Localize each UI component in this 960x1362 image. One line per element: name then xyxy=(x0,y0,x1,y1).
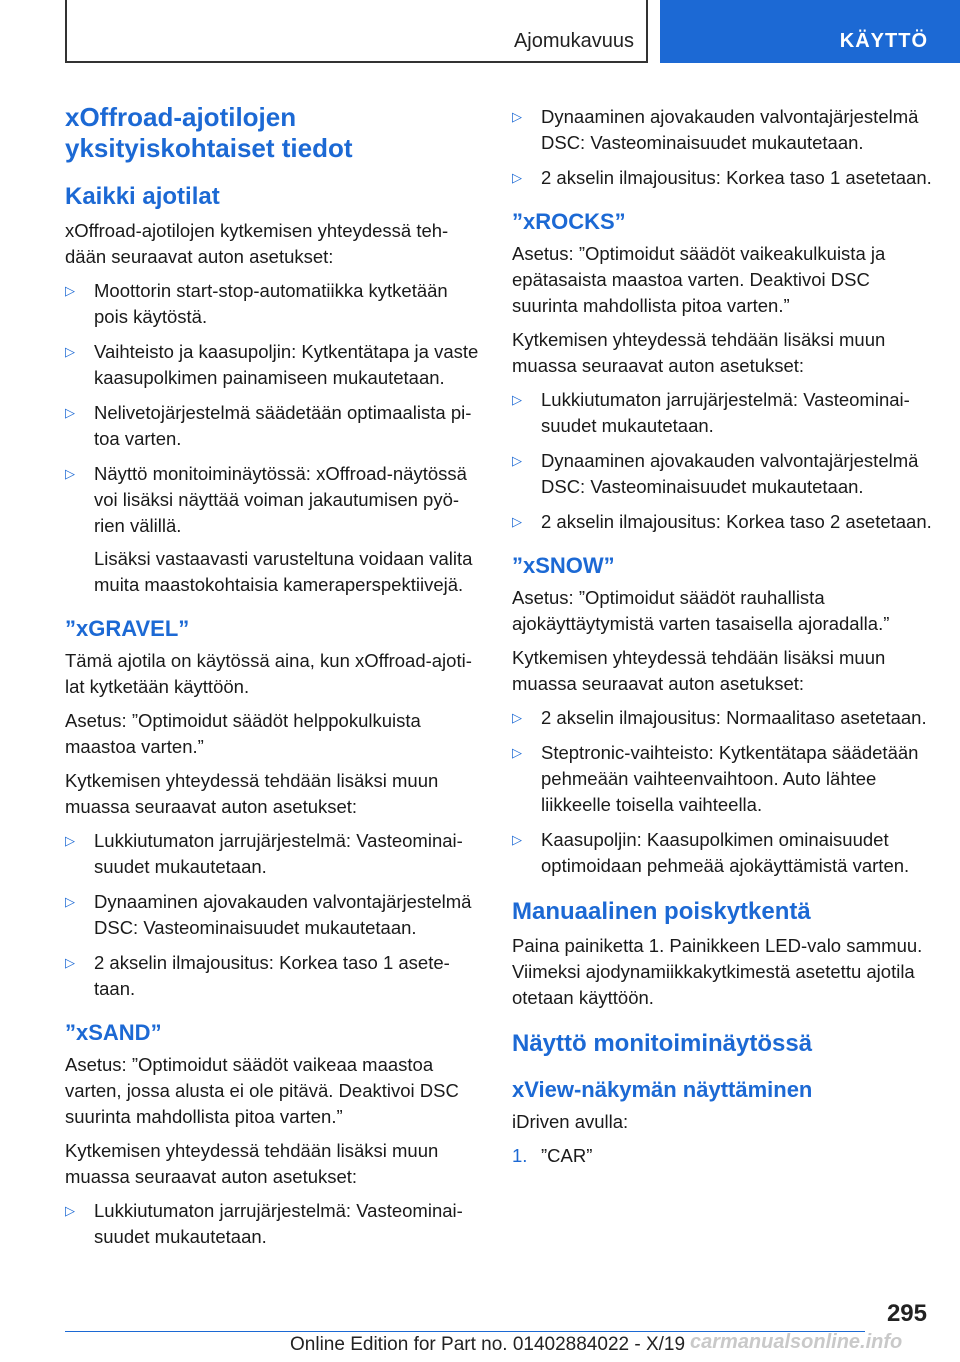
triangle-bullet-icon: ▷ xyxy=(512,514,522,529)
numbered-list xyxy=(512,1143,932,1169)
list-item-text: Näyttö monitoiminäytössä: xOffroad-näytössä voi lisäksi näyttää voiman jakautumisen pyörien välillä. xyxy=(94,463,467,536)
heading-display: Näyttö monitoiminäytössä xyxy=(512,1030,813,1057)
list-item-text: Lukkiutumaton jarrujärjestelmä: Vasteominaisuudet mukautetaan. xyxy=(94,830,463,877)
list-item xyxy=(65,1198,480,1250)
list-item xyxy=(65,278,480,330)
header-chapter-title: KÄYTTÖ xyxy=(839,30,928,52)
triangle-bullet-icon: ▷ xyxy=(65,1203,75,1218)
triangle-bullet-icon: ▷ xyxy=(512,109,522,124)
heading-manual-off: Manuaalinen poiskytkentä xyxy=(512,898,811,925)
list-item xyxy=(512,827,932,879)
triangle-bullet-icon: ▷ xyxy=(65,466,75,481)
list-item-text: ”CAR” xyxy=(541,1145,593,1166)
triangle-bullet-icon: ▷ xyxy=(512,170,522,185)
list-item-note: Lisäksi vastaavasti varusteltuna voidaan valita muita maastokohtaisia kameraperspektiivejä. xyxy=(94,548,473,595)
heading-xrocks: ”xROCKS” xyxy=(512,209,626,234)
heading-all-modes: Kaikki ajotilat xyxy=(65,183,220,210)
list-item-text: 2 akselin ilmajousitus: Korkea taso 1 asetetaan. xyxy=(94,952,450,999)
list-item xyxy=(65,889,480,941)
step-number: 1. xyxy=(512,1145,528,1166)
bullet-list xyxy=(512,705,932,879)
list-item-text: Dynaaminen ajovakauden valvontajärjestelmä DSC: Vasteominaisuudet mukautetaan. xyxy=(94,891,472,938)
bullet-list xyxy=(512,104,932,191)
list-item-text: 2 akselin ilmajousitus: Korkea taso 1 asetetaan. xyxy=(541,167,932,188)
list-item-text: Lukkiutumaton jarrujärjestelmä: Vasteominaisuudet mukautetaan. xyxy=(541,389,910,436)
triangle-bullet-icon: ▷ xyxy=(65,405,75,420)
triangle-bullet-icon: ▷ xyxy=(512,453,522,468)
heading-xsand: ”xSAND” xyxy=(65,1020,162,1045)
triangle-bullet-icon: ▷ xyxy=(512,392,522,407)
footer-edition: Online Edition for Part no. 01402884022 - X/19 xyxy=(290,1334,686,1355)
triangle-bullet-icon: ▷ xyxy=(65,344,75,359)
triangle-bullet-icon: ▷ xyxy=(65,955,75,970)
paragraph: xOffroad-ajotilojen kytkemisen yhteydessä tehdään seuraavat auton asetukset: xyxy=(65,220,449,267)
heading-xsnow: ”xSNOW” xyxy=(512,553,615,578)
list-item xyxy=(65,950,480,1002)
paragraph: Kytkemisen yhteydessä tehdään lisäksi muun muassa seuraavat auton asetukset: xyxy=(65,770,439,817)
list-item-text: Vaihteisto ja kaasupoljin: Kytkentätapa ja vaste kaasupolkimen painamiseen mukautetaan. xyxy=(94,341,479,388)
subheading-xview: xView-näkymän näyttäminen xyxy=(512,1077,813,1102)
paragraph: Paina painiketta 1. Painikkeen LED-valo sammuu. Viimeksi ajodynamiikkakytkimestä asetettu ajotila otetaan käyttöön. xyxy=(512,935,923,1008)
list-item xyxy=(512,165,932,191)
heading-xgravel: ”xGRAVEL” xyxy=(65,616,190,641)
header-section-box xyxy=(65,0,648,63)
triangle-bullet-icon: ▷ xyxy=(65,894,75,909)
list-item-text: 2 akselin ilmajousitus: Korkea taso 2 asetetaan. xyxy=(541,511,932,532)
triangle-bullet-icon: ▷ xyxy=(512,710,522,725)
bullet-list xyxy=(512,387,932,535)
list-item-text: Lukkiutumaton jarrujärjestelmä: Vasteominaisuudet mukautetaan. xyxy=(94,1200,463,1247)
triangle-bullet-icon: ▷ xyxy=(65,283,75,298)
list-item xyxy=(512,740,932,818)
paragraph: Asetus: ”Optimoidut säädöt vaikeakulkuista ja epätasaista maastoa varten. Deaktivoi DSC suurinta mahdollista pitoa varten.” xyxy=(512,243,886,316)
right-column xyxy=(512,100,932,1178)
list-item xyxy=(65,339,480,391)
list-item xyxy=(512,705,932,731)
list-item-text: Dynaaminen ajovakauden valvontajärjestelmä DSC: Vasteominaisuudet mukautetaan. xyxy=(541,450,919,497)
list-item xyxy=(65,400,480,452)
paragraph: Kytkemisen yhteydessä tehdään lisäksi muun muassa seuraavat auton asetukset: xyxy=(65,1140,439,1187)
paragraph: Asetus: ”Optimoidut säädöt vaikeaa maastoa varten, jossa alusta ei ole pitävä. Deaktivoi DSC suurinta mahdollista pitoa varten.” xyxy=(65,1054,459,1127)
watermark: carmanualsonline.info xyxy=(690,1331,903,1353)
list-item xyxy=(512,104,932,156)
triangle-bullet-icon: ▷ xyxy=(512,832,522,847)
list-item-text: 2 akselin ilmajousitus: Normaalitaso asetetaan. xyxy=(541,707,927,728)
list-item-text: Kaasupoljin: Kaasupolkimen ominaisuudet optimoidaan pehmeää ajokäyttämistä varten. xyxy=(541,829,910,876)
list-item xyxy=(512,448,932,500)
paragraph: Asetus: ”Optimoidut säädöt rauhallista ajokäyttäytymistä varten tasaisella ajoradalla.” xyxy=(512,587,890,634)
list-item xyxy=(512,387,932,439)
list-item-text: Nelivetojärjestelmä säädetään optimaalista pitoa varten. xyxy=(94,402,472,449)
triangle-bullet-icon: ▷ xyxy=(65,833,75,848)
list-item-text: Moottorin start-stop-automatiikka kytketään pois käytöstä. xyxy=(94,280,448,327)
triangle-bullet-icon: ▷ xyxy=(512,745,522,760)
paragraph: Tämä ajotila on käytössä aina, kun xOffroad-ajotilat kytketään käyttöön. xyxy=(65,650,472,697)
list-item xyxy=(512,509,932,535)
page-number: 295 xyxy=(886,1300,927,1327)
header-chapter-tab xyxy=(660,0,960,63)
paragraph: Kytkemisen yhteydessä tehdään lisäksi muun muassa seuraavat auton asetukset: xyxy=(512,329,886,376)
paragraph: Asetus: ”Optimoidut säädöt helppokulkuista maastoa varten.” xyxy=(65,710,421,757)
left-column xyxy=(65,100,480,1259)
bullet-list xyxy=(65,828,480,1002)
bullet-list xyxy=(65,278,480,598)
list-item xyxy=(65,461,480,598)
list-item-text: Steptronic-vaihteisto: Kytkentätapa säädetään pehmeään vaihteenvaihtoon. Auto lähtee liikkeelle toisella vaihteella. xyxy=(541,742,919,815)
list-item xyxy=(512,1143,932,1169)
page-title: xOffroad-ajotilojen yksityiskohtaiset tiedot xyxy=(65,102,353,163)
list-item-text: Dynaaminen ajovakauden valvontajärjestelmä DSC: Vasteominaisuudet mukautetaan. xyxy=(541,106,919,153)
bullet-list xyxy=(65,1198,480,1250)
header-section-title: Ajomukavuus xyxy=(513,30,634,52)
paragraph: iDriven avulla: xyxy=(512,1111,629,1132)
list-item xyxy=(65,828,480,880)
paragraph: Kytkemisen yhteydessä tehdään lisäksi muun muassa seuraavat auton asetukset: xyxy=(512,647,886,694)
